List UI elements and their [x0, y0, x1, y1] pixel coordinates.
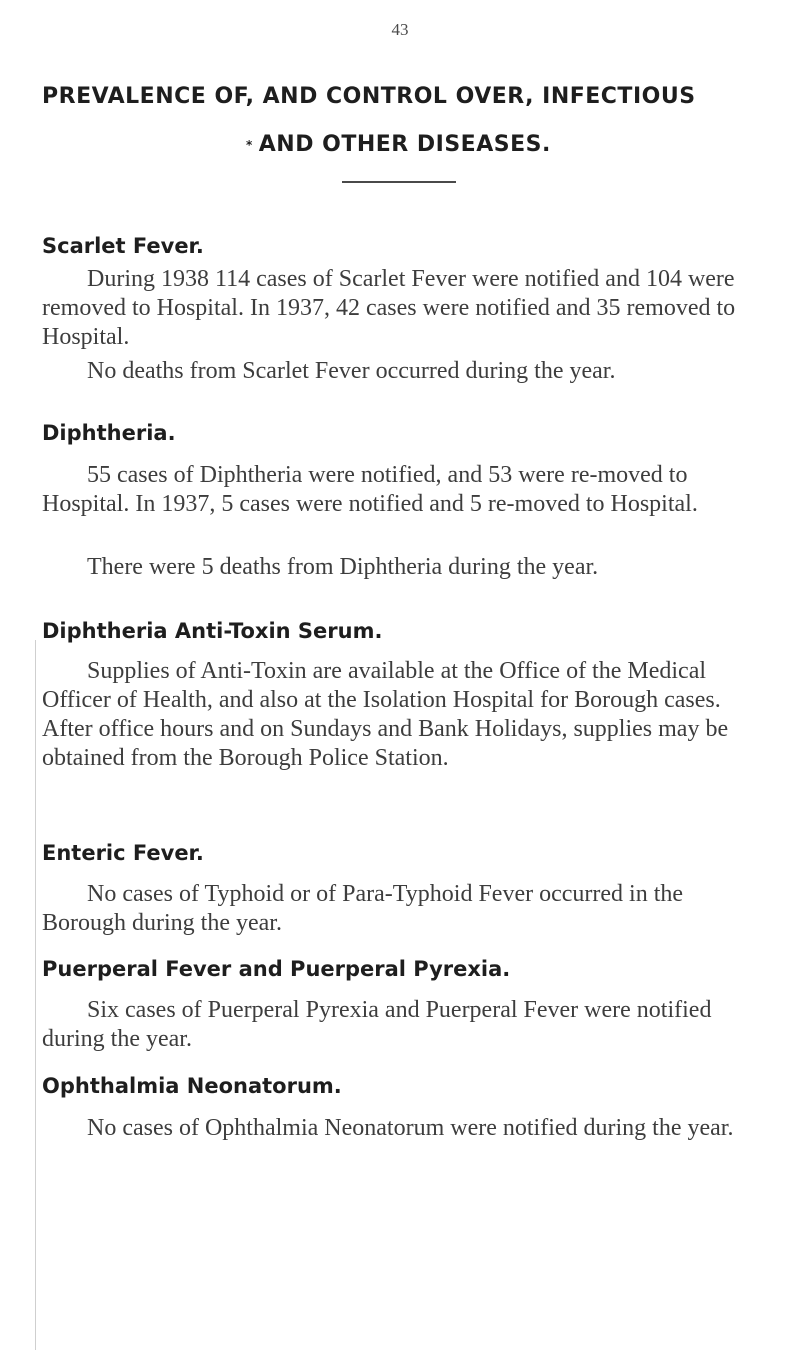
paragraph-puerperal-fever: Six cases of Puerperal Pyrexia and Puerperal Fever were notified during the year.	[42, 997, 712, 1052]
section-heading-anti-toxin-serum: Diphtheria Anti-Toxin Serum.	[42, 619, 383, 643]
paragraph-diphtheria-deaths: There were 5 deaths from Diphtheria during the year.	[87, 554, 599, 580]
section-heading-puerperal-fever: Puerperal Fever and Puerperal Pyrexia.	[42, 957, 511, 981]
paragraph-ophthalmia-neonatorum: No cases of Ophthalmia Neonatorum were notified during the year.	[87, 1115, 734, 1141]
paragraph-enteric-fever: No cases of Typhoid or of Para-Typhoid Fever occurred in the Borough during the year.	[42, 881, 684, 936]
scan-margin-line	[35, 640, 36, 1350]
page-title-line-1: PREVALENCE OF, AND CONTROL OVER, INFECTIOUS	[42, 84, 696, 109]
page-title-line-2-text: AND OTHER DISEASES.	[258, 132, 551, 157]
title-divider	[342, 181, 456, 183]
section-heading-ophthalmia-neonatorum: Ophthalmia Neonatorum.	[42, 1074, 342, 1098]
paragraph-scarlet-fever-cases: During 1938 114 cases of Scarlet Fever were notified and 104 were removed to Hospital. In 1937, 42 cases were notified and 35 removed to Hospital.	[42, 266, 736, 350]
title-marker: *	[246, 138, 253, 152]
page-number: 43	[391, 20, 409, 39]
paragraph-diphtheria-cases: 55 cases of Diphtheria were notified, and 53 were re-moved to Hospital. In 1937, 5 cases were notified and 5 re-moved to Hospital.	[42, 462, 698, 517]
paragraph-anti-toxin-supplies: Supplies of Anti-Toxin are available at the Office of the Medical Officer of Health, and also at the Isolation Hospital for Borough cases. After office hours and on Sundays and Bank Holidays, supplies may be obtained from the Borough Police Station.	[42, 658, 729, 771]
section-heading-diphtheria: Diphtheria.	[42, 421, 176, 445]
section-heading-enteric-fever: Enteric Fever.	[42, 841, 204, 865]
section-heading-scarlet-fever: Scarlet Fever.	[42, 234, 204, 258]
page-title-line-2	[246, 134, 551, 156]
paragraph-scarlet-fever-deaths: No deaths from Scarlet Fever occurred during the year.	[87, 358, 616, 384]
